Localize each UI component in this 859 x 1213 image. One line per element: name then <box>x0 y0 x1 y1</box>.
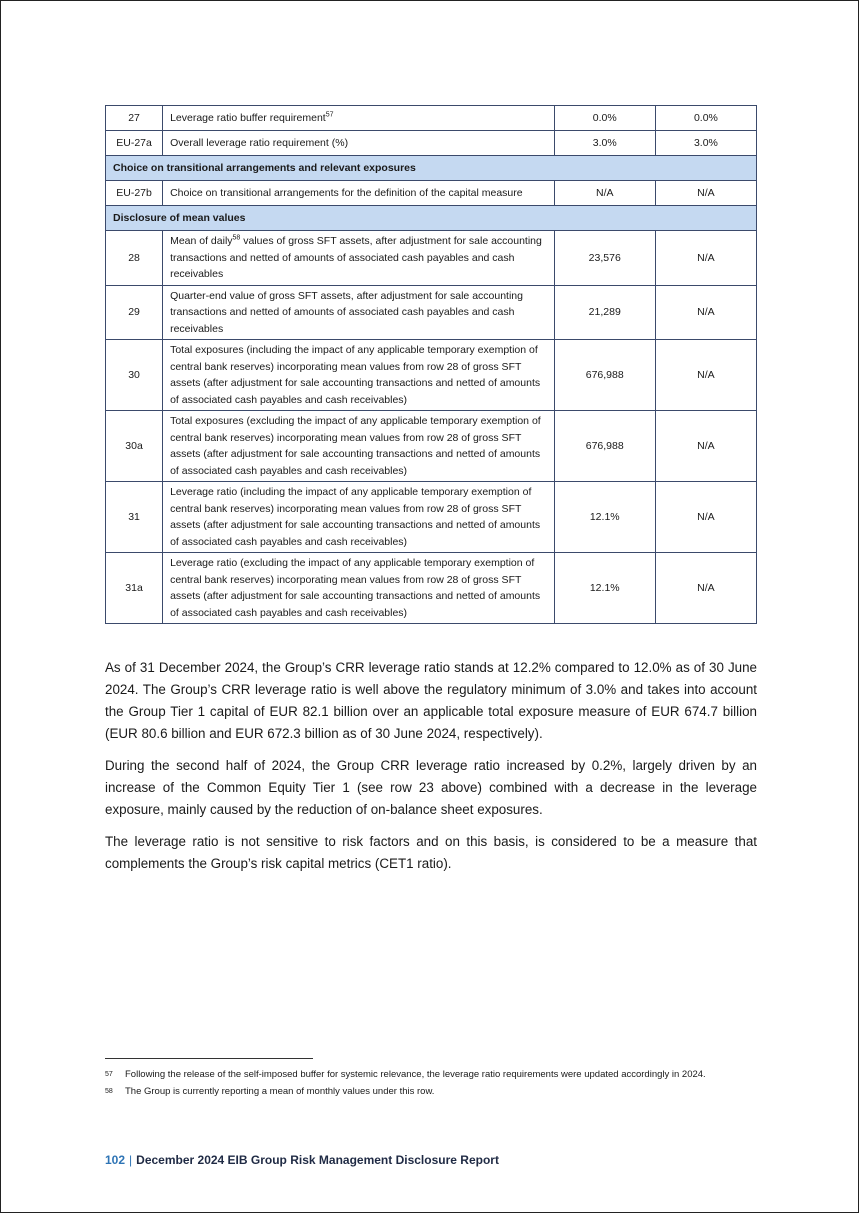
value-cell: N/A <box>655 482 756 553</box>
value-cell: N/A <box>655 285 756 340</box>
section-header: Disclosure of mean values <box>106 206 757 231</box>
row-description: Leverage ratio (including the impact of any applicable temporary exemption of central bank reserves) incorporating mean values from row 28 of gross SFT assets (after adjustment for sale accounting transactions and netted of amounts of associated cash payables and cash receivables) <box>163 482 555 553</box>
page-number: 102 <box>105 1153 126 1167</box>
value-cell: 3.0% <box>554 131 655 156</box>
row-description: Total exposures (excluding the impact of any applicable temporary exemption of central bank reserves) incorporating mean values from row 28 of gross SFT assets (after adjustment for sale accounting transactions and netted of amounts of associated cash payables and cash receivables) <box>163 411 555 482</box>
footnote-ref: 58 <box>232 234 241 242</box>
row-number: 30a <box>106 411 163 482</box>
table-row <box>106 340 757 411</box>
row-description: Leverage ratio (excluding the impact of any applicable temporary exemption of central bank reserves) incorporating mean values from row 28 of gross SFT assets (after adjustment for sale accounting transactions and netted of amounts of associated cash payables and cash receivables) <box>163 553 555 624</box>
row-description <box>163 231 555 286</box>
page-footer <box>105 1153 499 1167</box>
body-text <box>105 657 757 885</box>
footnote-text: The Group is currently reporting a mean of monthly values under this row. <box>125 1085 435 1097</box>
row-number: 27 <box>106 106 163 131</box>
table-row <box>106 482 757 553</box>
row-number: 29 <box>106 285 163 340</box>
value-cell: 12.1% <box>554 553 655 624</box>
value-cell: 3.0% <box>655 131 756 156</box>
value-cell: N/A <box>655 340 756 411</box>
value-cell: 0.0% <box>655 106 756 131</box>
value-cell: N/A <box>655 181 756 206</box>
row-description-text: values of gross SFT assets, after adjustment for sale accounting transactions and netted of amounts of associated cash payables and cash receivables <box>170 235 542 280</box>
table-row <box>106 106 757 131</box>
row-number: 31a <box>106 553 163 624</box>
row-description: Overall leverage ratio requirement (%) <box>163 131 555 156</box>
value-cell: 0.0% <box>554 106 655 131</box>
row-description <box>163 106 555 131</box>
report-title: December 2024 EIB Group Risk Management Disclosure Report <box>136 1153 499 1167</box>
footnote-text: Following the release of the self-imposed buffer for systemic relevance, the leverage ratio requirements were updated accordingly in 2024. <box>125 1069 706 1080</box>
table-row <box>106 553 757 624</box>
section-header-row <box>106 156 757 181</box>
value-cell: N/A <box>655 553 756 624</box>
table-row <box>106 181 757 206</box>
row-number: 28 <box>106 231 163 286</box>
table-row <box>106 131 757 156</box>
footnote-mark: 57 <box>105 1071 113 1078</box>
row-number: EU-27a <box>106 131 163 156</box>
value-cell: N/A <box>655 411 756 482</box>
value-cell: N/A <box>655 231 756 286</box>
value-cell: N/A <box>554 181 655 206</box>
footnote <box>105 1086 757 1099</box>
table-row <box>106 285 757 340</box>
leverage-ratio-table <box>105 105 757 624</box>
paragraph: As of 31 December 2024, the Group’s CRR leverage ratio stands at 12.2% compared to 12.0% as of 30 June 2024. The Group’s CRR leverage ratio is well above the regulatory minimum of 3.0% and takes into account the Group Tier 1 capital of EUR 82.1 billion over an applicable total exposure measure of EUR 674.7 billion (EUR 80.6 billion and EUR 672.3 billion as of 30 June 2024, respectively). <box>105 660 757 741</box>
row-description: Total exposures (including the impact of any applicable temporary exemption of central bank reserves) incorporating mean values from row 28 of gross SFT assets (after adjustment for sale accounting transactions and netted of amounts of associated cash payables and cash receivables) <box>163 340 555 411</box>
row-number: 30 <box>106 340 163 411</box>
row-description-text: Mean of daily <box>170 235 233 247</box>
footnote-divider <box>105 1058 313 1059</box>
footnote-ref: 57 <box>325 111 334 119</box>
footnote-mark: 58 <box>105 1087 113 1095</box>
row-description: Quarter-end value of gross SFT assets, after adjustment for sale accounting transactions and netted of amounts of associated cash payables and cash receivables <box>163 285 555 340</box>
row-description: Choice on transitional arrangements for the definition of the capital measure <box>163 181 555 206</box>
section-header: Choice on transitional arrangements and relevant exposures <box>106 156 757 181</box>
row-number: EU-27b <box>106 181 163 206</box>
value-cell: 23,576 <box>554 231 655 286</box>
table-row <box>106 411 757 482</box>
footnotes <box>105 1069 757 1102</box>
value-cell: 676,988 <box>554 411 655 482</box>
footer-separator: | <box>129 1153 133 1167</box>
paragraph: During the second half of 2024, the Group CRR leverage ratio increased by 0.2%, largely driven by an increase of the Common Equity Tier 1 (see row 23 above) combined with a decrease in the leverage exposure, mainly caused by the reduction of on-balance sheet exposures. <box>105 758 757 817</box>
value-cell: 21,289 <box>554 285 655 340</box>
paragraph: The leverage ratio is not sensitive to risk factors and on this basis, is considered to be a measure that complements the Group’s risk capital metrics (CET1 ratio). <box>105 834 757 871</box>
footnote <box>105 1069 757 1082</box>
row-number: 31 <box>106 482 163 553</box>
table-row <box>106 231 757 286</box>
row-description-text: Leverage ratio buffer requirement <box>170 111 326 124</box>
value-cell: 12.1% <box>554 482 655 553</box>
value-cell: 676,988 <box>554 340 655 411</box>
section-header-row <box>106 206 757 231</box>
